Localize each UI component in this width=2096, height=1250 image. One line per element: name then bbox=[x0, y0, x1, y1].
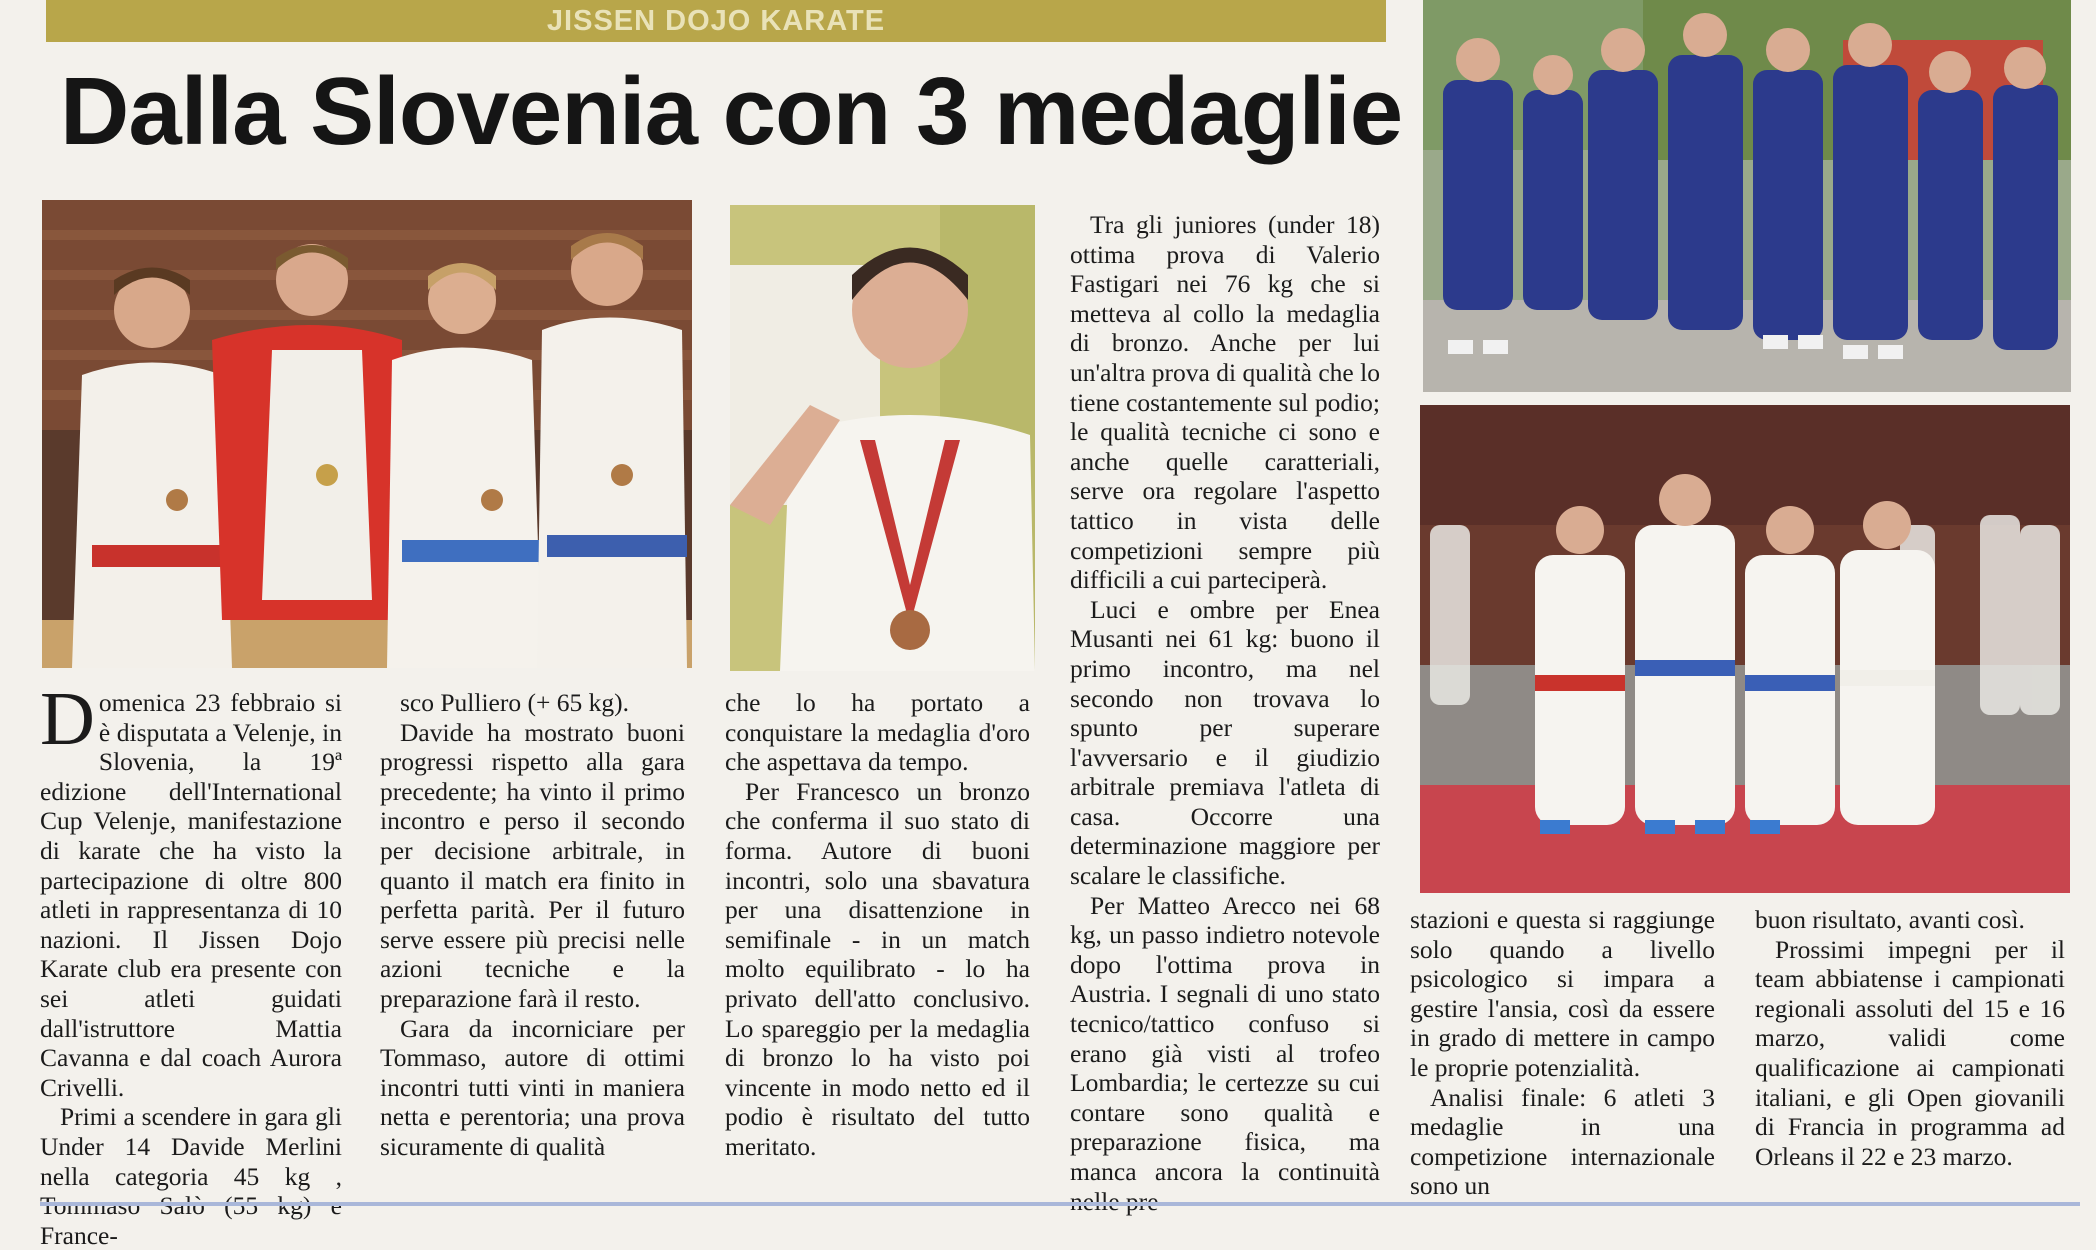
article-col4-p1: Tra gli juniores (under 18) ottima prova di Valerio Fastigari nei 76 kg che si metteva al collo la medaglia di bronzo. Anche per lui un'altra prova di qualità che lo tiene costantemente sul podio; le qualità tecniche ci sono e anche quelle caratteriali, serve ora regolare l'aspetto tattico in vista delle competizioni sempre più difficili a cui parteciperà. bbox=[1070, 210, 1380, 595]
article-column-1 bbox=[40, 677, 342, 1250]
article-col6-p1: buon risultato, avanti così. bbox=[1755, 905, 2025, 934]
article-column-4 bbox=[1070, 210, 1380, 1216]
photo-kids-on-mat bbox=[1420, 405, 2070, 893]
article-col1-p2: Primi a scendere in gara gli Under 14 Davide Merlini nella categoria 45 kg , France- bbox=[40, 1102, 342, 1250]
article-col1-p1: Domenica 23 febbraio si è disputata a Velenje, in Slovenia, la 19ª edizione dell'International Cup Velenje, manifestazione di karate che ha visto la partecipazione di oltre 800 atleti in rappresentanza di 10 nazioni. Il Jissen Dojo Karate club era presente con sei atleti guidati dall'istruttore Mattia Cavanna e dal coach Aurora Crivelli. bbox=[40, 677, 342, 1102]
photo-four-medalists bbox=[42, 200, 692, 668]
article-col2-p3: Gara da incorniciare per Tommaso, autore di ottimi incontri tutti vinti in maniera netta e perentoria; una prova sicuramente di qualità bbox=[380, 1013, 685, 1161]
article-col6-p2: Prossimi impegni per il team abbiatense i campionati regionali assoluti del 15 e 16 marzo, validi come qualificazione ai campionati italiani, e gli Open giovanili di Francia in programma ad Orleans il 22 e 23 marzo. bbox=[1755, 934, 2065, 1171]
section-kicker: JISSEN DOJO KARATE bbox=[46, 0, 1386, 42]
article-col4-p3: Per Matteo Arecco nei 68 kg, un passo indietro notevole dopo l'ottima prova in Austria. I segnali di uno stato tecnico/tattico confuso si erano già visti al trofeo Lombardia; le certezze su cui contare sono qualità e preparazione fisica, ma manca ancora la continuità bbox=[1070, 890, 1380, 1186]
article-column-3 bbox=[725, 688, 1030, 1162]
page-bottom-rule bbox=[40, 1202, 2080, 1206]
article-column-5 bbox=[1410, 905, 1715, 1201]
article-col3-p1: che lo ha portato a conquistare la medaglia d'oro che aspettava da tempo. bbox=[725, 688, 1030, 777]
article-col5-p2: Analisi finale: 6 atleti 3 medaglie in una competizione internazionale sono un bbox=[1410, 1082, 1715, 1201]
article-col2-p1: sco Pulliero (+ 65 kg). bbox=[400, 688, 629, 717]
article-col3-p2: Per Francesco un bronzo che conferma il suo stato di forma. Autore di buoni incontri, solo una sbavatura per una disattenzione in semifinale - in un match molto equilibrato - lo ha privato dell'atto conclusivo. Lo spareggio per la medaglia di bronzo lo ha visto poi vincente in modo netto ed il podio è risultato del tutto meritato. bbox=[725, 776, 1030, 1161]
drop-cap: D bbox=[40, 677, 95, 761]
photo-team-outdoor bbox=[1423, 0, 2071, 392]
article-col2-p2: Davide ha mostrato buoni progressi rispetto alla gara precedente; ha vinto il primo incontro e perso il secondo per decisione arbitrale, in quanto il match era finito in perfetta parità. Per il futuro serve essere più precisi nelle azioni tecniche e la preparazione farà il resto. bbox=[380, 717, 685, 1013]
article-col4-p2: Luci e ombre per Enea Musanti nei 61 kg: buono il primo incontro, ma nel secondo non trovava lo spunto per superare l'avversario e il giudizio arbitrale premiava l'atleta di casa. Occorre una determinazione maggiore per scalare le classifiche. bbox=[1070, 594, 1380, 891]
photo-medalist-portrait bbox=[730, 205, 1035, 671]
article-column-6 bbox=[1755, 905, 2065, 1171]
headline: Dalla Slovenia con 3 medaglie bbox=[60, 58, 1403, 165]
article-column-2 bbox=[380, 688, 685, 1162]
article-col5-p1: stazioni e questa si raggiunge solo quando a livello psicologico si impara a gestire l'ansia, così da essere in grado di mettere in campo le proprie potenzialità. bbox=[1410, 905, 1715, 1082]
